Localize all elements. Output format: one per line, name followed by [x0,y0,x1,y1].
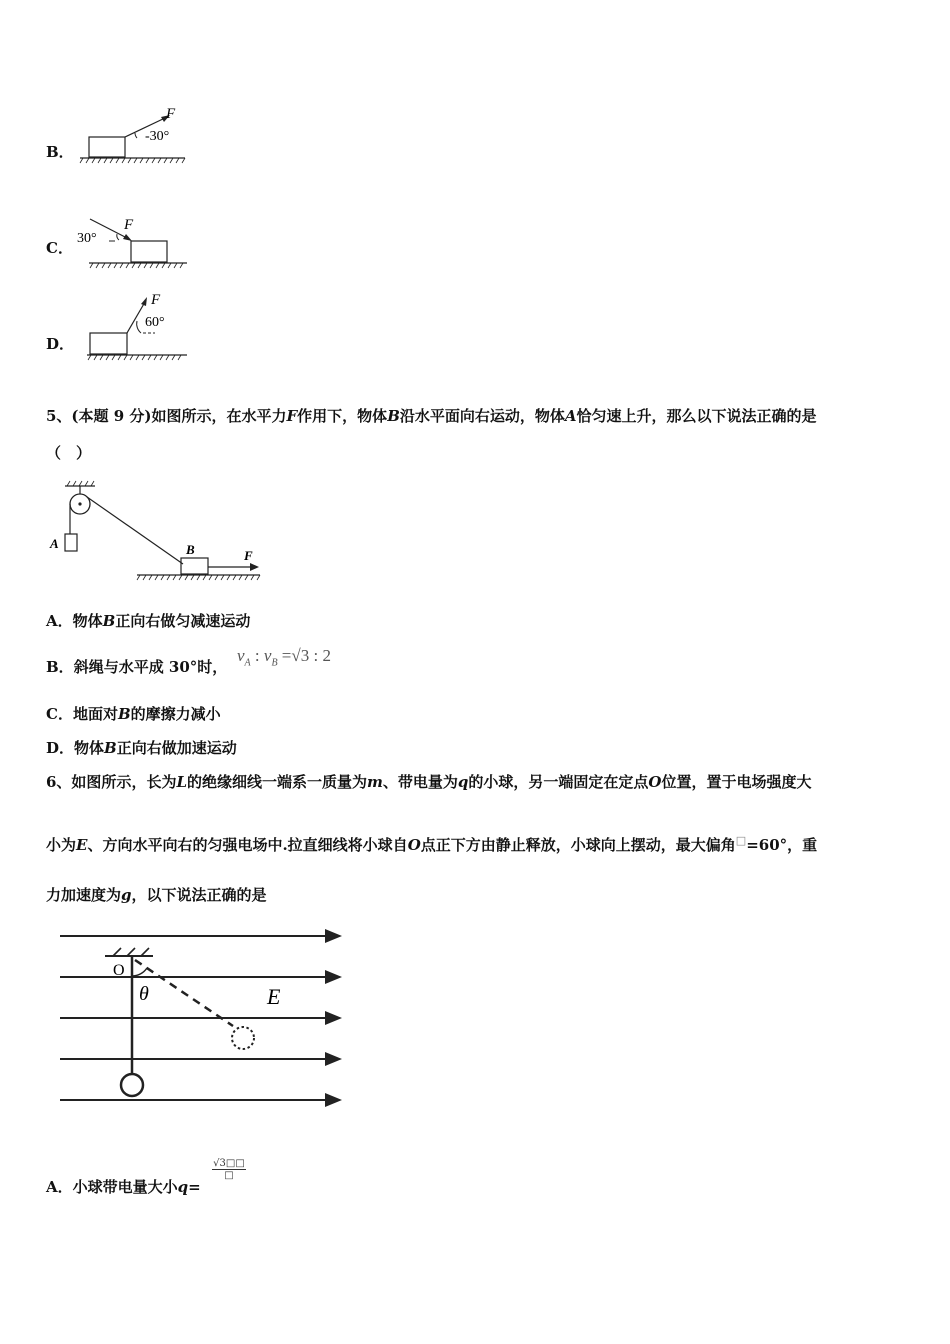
q5-option-a: A．物体B正向右做匀减速运动 [46,612,251,630]
q5-fig-label-a: A [50,536,59,551]
option-d-figure [75,288,200,368]
q5-option-c: C．地面对B的摩擦力减小 [46,705,221,723]
q6-stem-line-1: 6、如图所示，长为L的绝缘细线一端系一质量为m、带电量为q的小球，另一端固定在定点O位置，置于电场强度大 [46,773,812,791]
q6-option-a-fraction: √3□□ □ [213,1158,245,1181]
q5-option-d: D．物体B正向右做加速运动 [46,739,237,757]
option-d-label: D． [46,335,75,353]
option-d-angle-label: 60° [145,315,165,330]
option-d-force-label: F [151,292,161,308]
q6-stem-line-2: 小为E、方向水平向右的匀强电场中.拉直细线将小球自O点正下方由静止释放，小球向上摆动，最大偏角□=60°，重 [46,834,818,854]
q5-option-b-formula: $v_A$ : $v_B =√3$ : 2 [237,646,331,669]
q6-fig-label-theta: θ [139,983,149,1005]
q5-answer-paren: （ ） [46,444,92,462]
option-b-label: B． [46,143,74,161]
q5-option-b: B．斜绳与水平成 30°时， [46,658,228,676]
q6-field-figure [55,918,355,1118]
q5-pulley-figure [45,478,275,588]
q5-fig-label-b: B [186,542,195,557]
q6-fig-label-o: O [113,962,125,979]
option-c-angle-label: 30° [77,231,97,246]
q6-fig-label-e: E [267,984,281,1009]
q5-stem: 5、(本题 9 分)如图所示，在水平力F作用下，物体B沿水平面向右运动，物体A恰匀速上升，那么以下说法正确的是 [46,407,817,425]
q6-option-a: A．小球带电量大小q= [46,1178,201,1196]
option-c-force-label: F [124,217,134,233]
q6-stem-line-3: 力加速度为g，以下说法正确的是 [46,886,267,904]
option-c-figure [75,210,200,275]
option-b-angle-label: -30° [145,129,170,144]
q5-fig-label-f: F [244,548,253,563]
option-b-figure [75,100,195,170]
option-c-label: C． [46,239,73,257]
option-b-force-label: F [166,106,176,122]
